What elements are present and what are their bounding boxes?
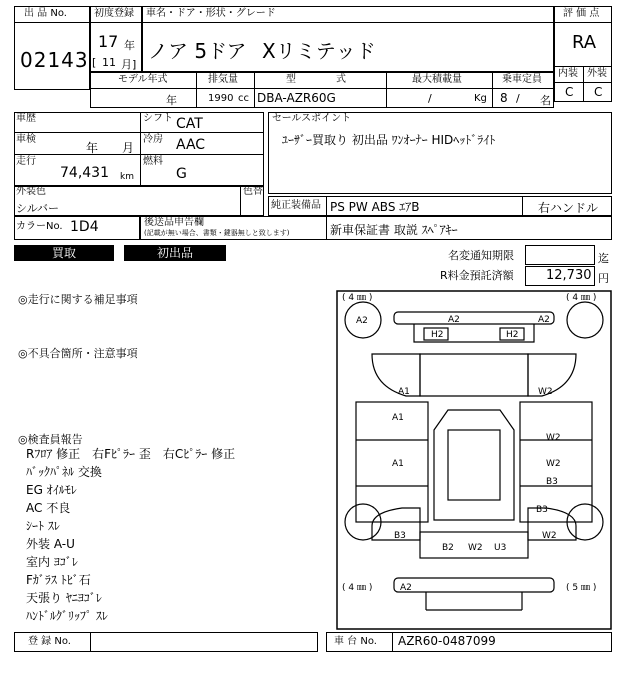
documents-note: (記載が無い場合、書類・鍵器無しと致します) (144, 229, 290, 237)
exterior-score: C (594, 85, 603, 99)
shift-label: シフト (143, 113, 173, 124)
rear-bumper (394, 578, 554, 592)
inspector-line: 室内 ﾖｺﾞﾚ (26, 555, 78, 569)
roof-panel (448, 430, 500, 500)
first-registration-label: 初度登録 (94, 8, 134, 19)
inspector-line: ﾊﾞｯｸﾊﾟﾈﾙ 交換 (26, 465, 102, 479)
color-number-label: カラーNo. (16, 221, 63, 232)
fuel-value: G (176, 166, 187, 182)
mark-left-rear-door: A1 (392, 459, 404, 469)
mark-headlight-right: H2 (506, 330, 519, 340)
name-change-unit: 迄 (598, 252, 609, 265)
shift-value: CAT (176, 116, 203, 132)
mark-left-fender: A1 (398, 387, 410, 397)
model-year-unit: 年 (166, 94, 177, 107)
chassis-number-value: AZR60-0487099 (398, 634, 496, 648)
overall-score: RA (572, 32, 597, 53)
car-name: ノア 5ドア (148, 39, 247, 63)
inspector-heading: ◎検査員報告 (18, 433, 83, 446)
hood-panel (420, 354, 528, 396)
documents-value: 新車保証書 取説 ｽﾍﾟｱｷｰ (330, 223, 458, 237)
sales-point-text: ﾕｰｻﾞｰ買取り 初出品 ﾜﾝｵｰﾅｰ HIDﾍｯﾄﾞﾗｲﾄ (282, 133, 496, 147)
details-left-block (14, 112, 264, 186)
registration-month-open: [ (92, 56, 97, 69)
driving-remarks-heading: ◎走行に関する補足事項 (18, 293, 138, 306)
car-condition-diagram (336, 290, 612, 630)
left-fender (372, 354, 420, 396)
tag-first-listing: 初出品 (124, 245, 226, 261)
lot-number: 02143 (20, 48, 89, 72)
color-number-value: 1D4 (70, 219, 99, 235)
tag-buy: 買取 (14, 245, 114, 261)
type-label: 型 式 (286, 74, 346, 85)
capacity-label: 乗車定員 (502, 74, 542, 85)
mark-back-door-3: U3 (494, 543, 507, 553)
mileage-unit: km (120, 172, 134, 182)
max-load-slash: / (428, 92, 432, 105)
mark-front-bumper-left: A2 (448, 315, 460, 325)
inspector-line: Rﾌﾛｱ 修正 右Fﾋﾟﾗｰ 歪 右Cﾋﾟﾗｰ 修正 (26, 447, 236, 461)
displacement-label: 排気量 (208, 74, 238, 85)
mark-left-front-door: A1 (392, 413, 404, 423)
displacement-value: 1990 (208, 93, 234, 104)
max-load-unit: Kg (474, 93, 487, 104)
exterior-color-label: 外装色 (16, 186, 46, 197)
displacement-unit: cc (238, 93, 249, 104)
history-label: 車歴 (16, 113, 36, 124)
chassis-number-label: 車 台 No. (334, 636, 377, 647)
mileage-label: 走行 (16, 156, 36, 167)
mark-headlight-left: H2 (431, 330, 444, 340)
registration-month: 11 (102, 56, 116, 69)
front-right-tread: ( 4 ㎜ ) (566, 293, 597, 303)
mark-back-door-1: B2 (442, 543, 454, 553)
mark-front-bumper-right: A2 (538, 315, 550, 325)
inspection-month-unit: 月 (122, 141, 135, 155)
score-label: 評 価 点 (563, 8, 600, 19)
front-left-tread: ( 4 ㎜ ) (342, 293, 373, 303)
interior-score: C (565, 85, 574, 99)
car-grade: Xリミテッド (262, 39, 376, 63)
model-year-label: モデル年式 (118, 74, 168, 85)
inspection-label: 車検 (16, 134, 36, 145)
mark-right-rear-door-2: B3 (546, 477, 558, 487)
rear-left-tread: ( 4 ㎜ ) (342, 583, 373, 593)
name-change-label: 名変通知期限 (448, 249, 514, 262)
roof (434, 410, 514, 520)
recycle-unit: 円 (598, 272, 609, 285)
documents-label: 後送品申告欄 (144, 217, 204, 228)
inspector-line: 外装 A-U (26, 537, 75, 551)
inspector-line: 天張り ﾔﾆﾖｺﾞﾚ (26, 591, 102, 605)
name-change-box (525, 245, 595, 265)
max-load-label: 最大積載量 (412, 74, 462, 85)
exterior-color-value: シルバー (16, 202, 59, 215)
registration-month-unit: 月] (121, 58, 137, 71)
inspection-year-unit: 年 (86, 141, 99, 155)
inspector-line: Fｶﾞﾗｽ ﾄﾋﾞ石 (26, 573, 91, 587)
sales-point-label: セールスポイント (272, 113, 352, 124)
registration-year-unit: 年 (124, 39, 135, 52)
mark-left-quarter: B3 (394, 531, 406, 541)
recycle-value: 12,730 (546, 268, 592, 283)
ac-value: AAC (176, 137, 206, 153)
registration-year: 17 (98, 32, 119, 51)
front-bumper (394, 312, 554, 324)
fuel-label: 燃料 (143, 156, 163, 167)
exterior-label: 外装 (587, 68, 607, 79)
equipment-label: 純正装備品 (271, 200, 321, 211)
type-value: DBA-AZR60G (257, 91, 336, 105)
defects-heading: ◎不具合箇所・注意事項 (18, 347, 138, 360)
inspector-line: EG ｵｲﾙﾓﾚ (26, 483, 77, 497)
mark-right-rear-door: W2 (546, 459, 561, 469)
car-name-label: 車名・ドア・形状・グレード (146, 8, 276, 19)
rear-right-tread: ( 5 ㎜ ) (566, 583, 597, 593)
handle-position: 右ハンドル (538, 201, 599, 215)
mark-rear-bumper-left: A2 (400, 583, 412, 593)
mark-front-left-wheel: A2 (356, 316, 368, 326)
registration-number-label: 登 録 No. (28, 636, 71, 647)
capacity-slash: / (516, 92, 520, 105)
capacity-value: 8 (500, 91, 508, 105)
equipment-value: PS PW ABS ｴｱB (330, 200, 420, 214)
mark-right-fender: W2 (538, 387, 553, 397)
inspector-line: ﾊﾝﾄﾞﾙｸﾞﾘｯﾌﾟ ｽﾚ (26, 609, 108, 623)
mark-right-quarter: B3 (536, 505, 548, 515)
lot-label: 出 品 No. (24, 8, 67, 19)
capacity-unit: 名 (540, 94, 551, 107)
mark-right-front-door: W2 (546, 433, 561, 443)
mark-back-door-2: W2 (468, 543, 483, 553)
inspector-line: ｼｰﾄ ｽﾚ (26, 519, 60, 533)
inspector-line: AC 不良 (26, 501, 71, 515)
mark-right-quarter-2: W2 (542, 531, 557, 541)
recycle-label: R料金預託済額 (440, 269, 514, 282)
front-right-wheel (567, 302, 603, 338)
color-change-label: 色替 (243, 186, 263, 197)
mileage-value: 74,431 (60, 165, 109, 181)
interior-label: 内装 (558, 68, 578, 79)
ac-label: 冷房 (143, 134, 163, 145)
